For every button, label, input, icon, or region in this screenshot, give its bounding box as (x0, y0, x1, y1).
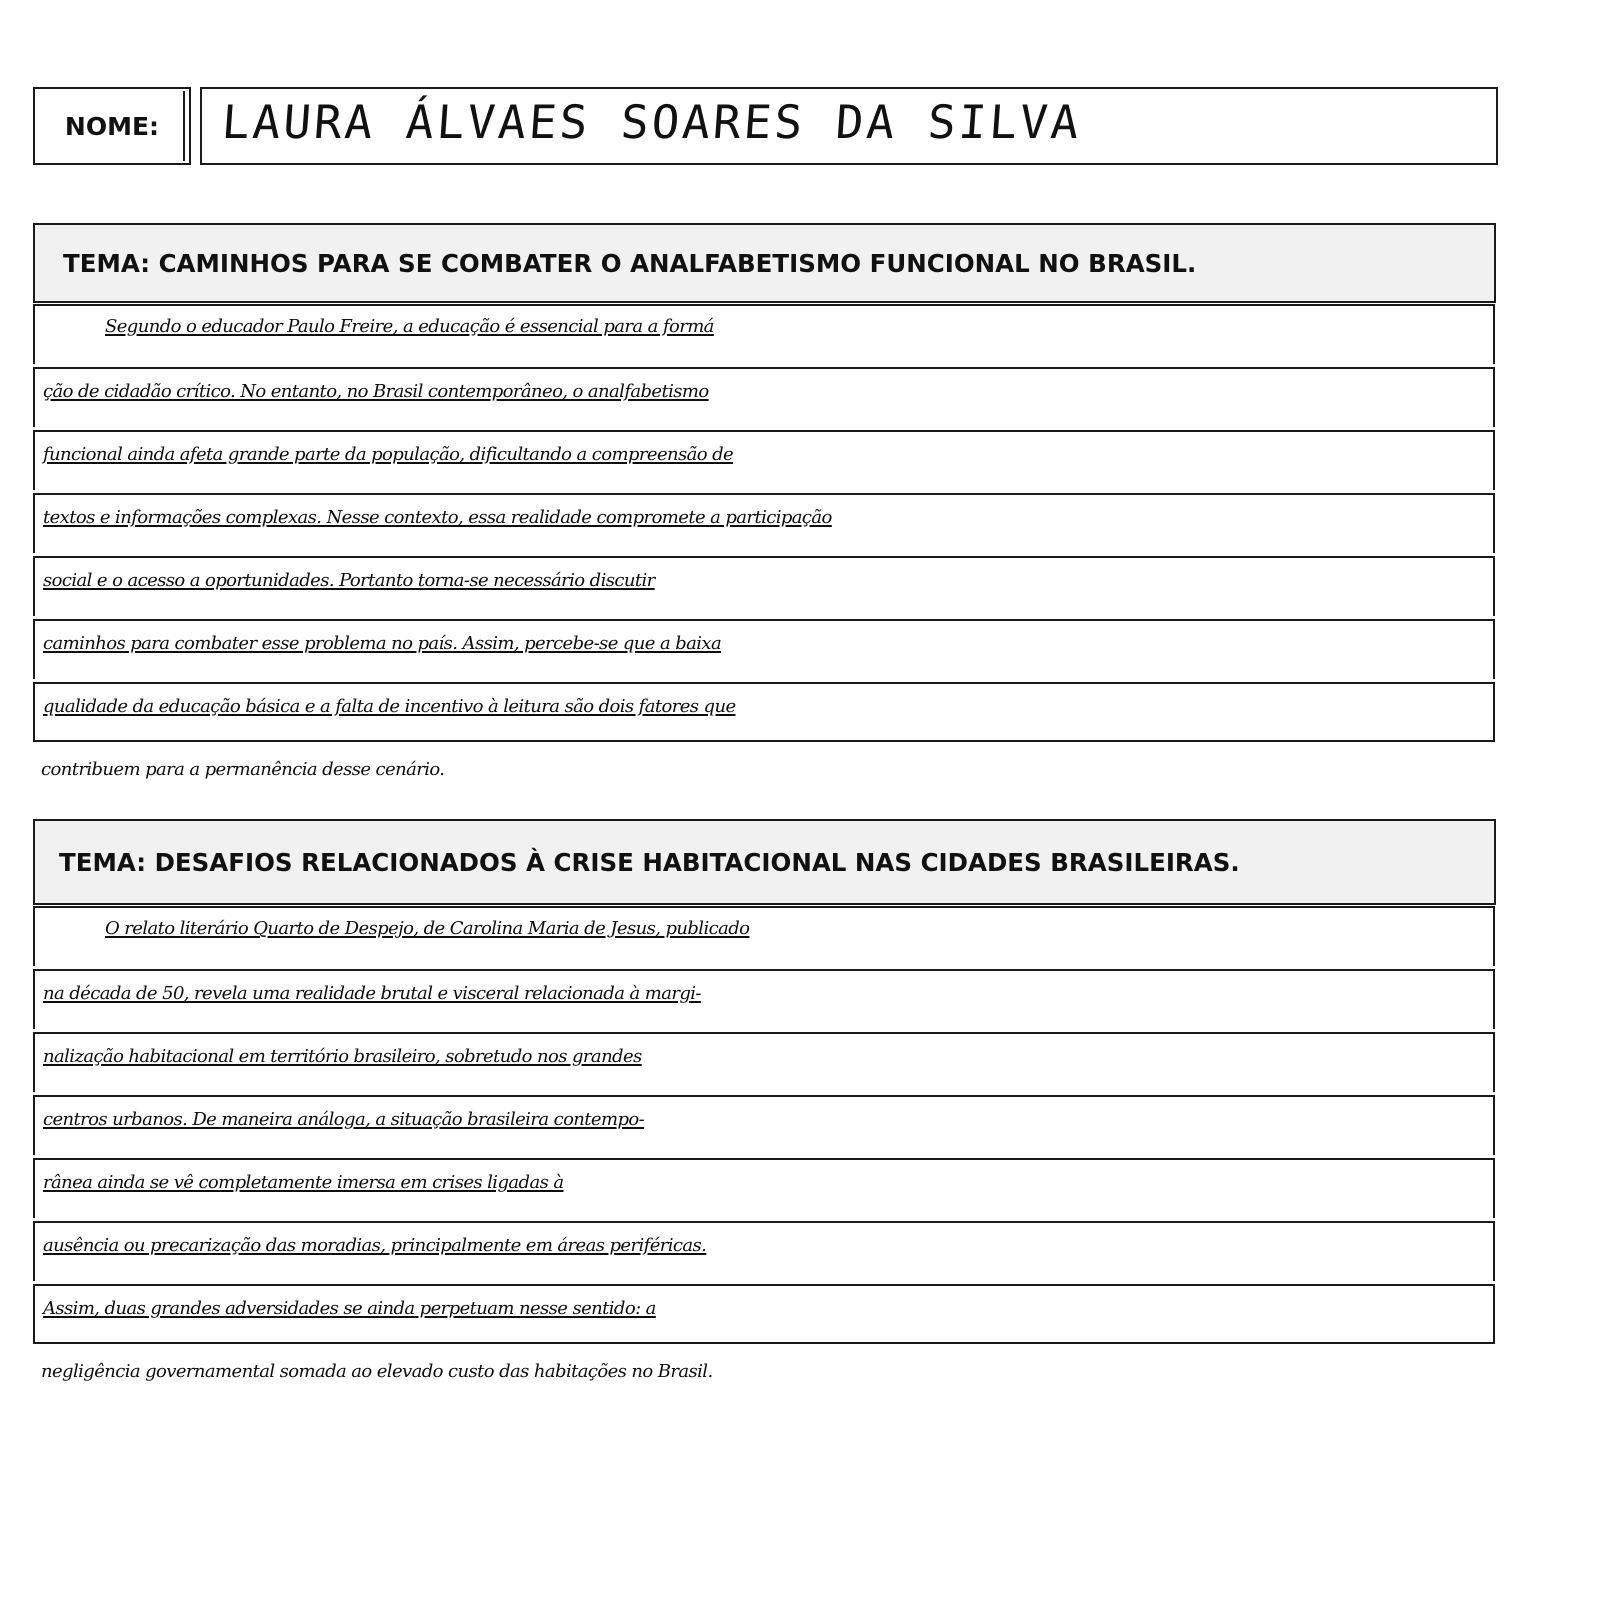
ruled-line (33, 367, 1495, 427)
theme-header-1: TEMA: CAMINHOS PARA SE COMBATER O ANALFABETISMO FUNCIONAL NO BRASIL. (33, 223, 1496, 303)
essay-line: ção de cidadão crítico. No entanto, no Brasil contemporâneo, o analfabetismo (43, 381, 709, 402)
essay-line: O relato literário Quarto de Despejo, de Carolina Maria de Jesus, publicado (105, 918, 750, 939)
essay-line: Assim, duas grandes adversidades se ainda perpetuam nesse sentido: a (43, 1298, 656, 1319)
ruled-line (33, 1284, 1495, 1344)
essay-line: contribuem para a permanência desse cenário. (41, 759, 445, 780)
theme-header-2: TEMA: DESAFIOS RELACIONADOS À CRISE HABITACIONAL NAS CIDADES BRASILEIRAS. (33, 819, 1496, 905)
ruled-line (33, 556, 1495, 616)
ruled-line (33, 493, 1495, 553)
essay-line: nalização habitacional em território brasileiro, sobretudo nos grandes (43, 1046, 642, 1067)
name-label: NOME: (33, 87, 191, 165)
essay-line: caminhos para combater esse problema no país. Assim, percebe-se que a baixa (43, 633, 722, 654)
essay-line: textos e informações complexas. Nesse contexto, essa realidade compromete a participação (43, 507, 832, 528)
ruled-line (33, 1221, 1495, 1281)
ruled-line (33, 1158, 1495, 1218)
essay-line: funcional ainda afeta grande parte da população, dificultando a compreensão de (43, 444, 734, 465)
essay-line: ausência ou precarização das moradias, principalmente em áreas periféricas. (43, 1235, 707, 1256)
essay-line: na década de 50, revela uma realidade brutal e visceral relacionada à margi- (43, 983, 701, 1004)
essay-line: negligência governamental somada ao elevado custo das habitações no Brasil. (41, 1361, 713, 1382)
essay-line: social e o acesso a oportunidades. Portanto torna-se necessário discutir (43, 570, 655, 591)
essay-line: qualidade da educação básica e a falta de incentivo à leitura são dois fatores que (43, 696, 736, 717)
essay-line: Segundo o educador Paulo Freire, a educação é essencial para a formá (105, 316, 714, 337)
ruled-line (33, 969, 1495, 1029)
essay-line: rânea ainda se vê completamente imersa em crises ligadas à (43, 1172, 564, 1193)
ruled-line (33, 430, 1495, 490)
ruled-line (33, 619, 1495, 679)
ruled-line (33, 682, 1495, 742)
ruled-line (33, 1032, 1495, 1092)
student-name: LAURA ÁLVAES SOARES DA SILVA (220, 95, 1084, 149)
essay-line: centros urbanos. De maneira análoga, a situação brasileira contempo- (43, 1109, 645, 1130)
ruled-line (33, 304, 1495, 364)
ruled-line (33, 1095, 1495, 1155)
name-field (200, 87, 1498, 165)
ruled-line (33, 906, 1495, 966)
